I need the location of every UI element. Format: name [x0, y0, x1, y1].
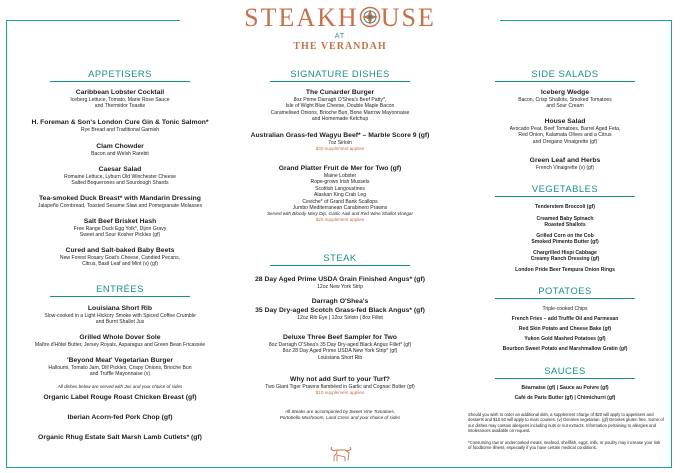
brand-at: AT: [334, 33, 346, 40]
allergen-note: Should you wish to order an additional dish, a supplement charge of $20 will apply to appetisers and desserts and $10.50 will apply to main courses. (v) Denotes vegetarian. (gf) Denotes gluten free. Some of our dishes may contain allergens including nuts or nut extracts. Information pertaining to allergies and intolerances available on request.: [468, 412, 664, 433]
menu-item: French Fries – add Truffle Oil and Parmesan: [511, 316, 619, 322]
menu-item: Louisiana Short Rib Slow-cooked in a Light Hickory Smoke with Spiced Coffee Crumble and Burnt Shallot Jus: [20, 304, 220, 326]
menu-item: Béarnaise (gf) | Sauce au Poivre (gf): [521, 385, 609, 391]
menu-item: Grilled Corn on the Cob Smoked Pimento Butter (gf): [531, 233, 599, 246]
menu-item: [20, 393, 220, 402]
menu-item: The Cunarder Burger 8oz Prime Darragh O'Shea's Beef Patty*, Isle of Wight Blue Cheese, Double Maple Bacon Caramelised Onions, Brioche Bun, Bone Marrow Mayonnaise and Homemade Ketchup: [240, 88, 440, 123]
menu-item: Tea-smoked Duck Breast* with Mandarin Dressing Jalapeño Cornbread, Toasted Sesame Slaw and Pomegranate Molasses: [20, 194, 220, 209]
menu-item: Bourbon Sweet Potato and Marshmallow Gratin (gf): [502, 346, 628, 352]
menu-item: 'Beyond Meat' Vegetarian Burger Halloumi, Tomato Jam, Dill Pickles, Crispy Onions, Brioche Bun and Truffle Mayonnaise (v): [20, 356, 220, 378]
steak-footer: All Steaks are accompanied by Sweet Vine Tomatoes, Portobello Mushroom, Land Cress and your choice of sides: [279, 409, 401, 420]
column-middle: [240, 0, 440, 473]
menu-item: London Pride Beer Tempura Onion Rings: [515, 267, 615, 273]
menu-item: Tenderstem Broccoli (gf): [535, 204, 595, 210]
menu-item: Creamed Baby Spinach Roasted Shallots: [536, 216, 594, 229]
menu-item: Chargrilled Hispi Cabbage Creamy Ranch Dressing (gf): [530, 250, 600, 263]
entrees-note: All dishes below are served with Jus and your choice of sides: [57, 384, 183, 389]
menu-item: Iceberg Wedge Bacon, Crisp Shallots, Smoked Tomatoes and Sour Cream: [470, 88, 660, 110]
menu-item: Cured and Salt-baked Baby Beets New Forest Rosary Goat's Cheese, Candied Pecans, Citrus, Basil Leaf and Mint (v) (gf): [20, 246, 220, 268]
menu-item: [20, 413, 220, 422]
item-name: Iberian Acorn-fed Pork Chop (gf): [67, 414, 173, 421]
item-name: Deluxe Three Beef Sampler for Two: [283, 334, 397, 341]
item-name: Caesar Salad: [98, 166, 142, 173]
menu-item: Triple-cooked Chips: [542, 306, 588, 312]
menu-item: [20, 433, 220, 442]
menu-item: Why not add Surf to your Turf? Two Giant Tiger Prawns flambéed in Garlic and Cognac Butter (gf) $10 supplement applies: [240, 375, 440, 396]
supplement-note: $30 supplement applies: [315, 146, 365, 152]
menu-item: Caribbean Lobster Cocktail Iceberg Lettuce, Tomato, Marie Rose Sauce and Thermidor Toastie: [20, 88, 220, 110]
menu-item: Darragh O'Shea's 35 Day Dry-aged Scotch Grass-fed Black Angus* (gf) 12oz Rib Eye | 12oz Sirloin | 8oz Fillet: [240, 297, 440, 321]
bull-icon: [328, 443, 354, 463]
item-name: House Salad: [544, 118, 586, 125]
supplement-note: $10 supplement applies: [315, 390, 365, 396]
supplement-note: $20 supplement applies: [315, 217, 365, 223]
menu-item: Grand Platter Fruit de Mer for Two (gf) Maine Lobster Rope-grown Irish Mussels Scottish Langoustines Alaskan King Crab Leg Ceviche* of Grand Bank Scallops Jumbo Mediterranean Carabinero Prawns Served with Bloody Mary Dip, Garlic Aioli and Red Wine Shallot Vinegar $20 supplement applies: [240, 164, 440, 223]
item-name: 28 Day Aged Prime USDA Grain Finished Angus* (gf): [255, 276, 425, 283]
brand-title: STEAKH USE: [244, 3, 436, 32]
item-name: 'Beyond Meat' Vegetarian Burger: [67, 357, 173, 364]
section-title-potatoes: POTATOES: [470, 285, 660, 299]
item-name: Organic Rhug Estate Salt Marsh Lamb Cutlets* (gf): [38, 434, 202, 441]
raw-food-warning: *Consuming raw or undercooked meats, seafood, shellfish, eggs, milk, or poultry may increase your risk of foodborne illness, especially if you have certain medical conditions.: [468, 440, 661, 451]
menu-item: Café de Paris Butter (gf) | Chimichurri (gf): [514, 395, 616, 401]
item-name: The Cunarder Burger: [305, 89, 375, 96]
column-left: [20, 0, 220, 473]
menu-item: House Salad Avocado Pear, Beef Tomatoes, Barrel Aged Feta, Red Onion, Kalamata Olives and a Citrus and Oregano Vinaigrette (gf): [470, 117, 660, 145]
item-name: Organic Label Rouge Roast Chicken Breast (gf): [43, 394, 197, 401]
menu-item: Red Skin Potato and Cheese Bake (gf): [518, 326, 612, 332]
section-title-signature: SIGNATURE DISHES: [240, 68, 440, 82]
item-name: Salt Beef Brisket Hash: [83, 218, 157, 225]
section-title-side-salads: SIDE SALADS: [470, 68, 660, 82]
section-title-sauces: SAUCES: [470, 365, 660, 379]
menu-item: 28 Day Aged Prime USDA Grain Finished Angus* (gf) 12oz New York Strip: [240, 275, 440, 290]
menu-item: Australian Grass-fed Wagyu Beef* – Marble Score 9 (gf) 7oz Sirloin $30 supplement applies: [240, 131, 440, 152]
item-name: Cured and Salt-baked Baby Beets: [65, 247, 175, 254]
item-name: Iceberg Wedge: [540, 89, 590, 96]
section-title-entrees: ENTRÉES: [20, 283, 220, 297]
item-name: Louisiana Short Rib: [87, 305, 153, 312]
item-name: H. Foreman & Son's London Cure Gin & Tonic Salmon*: [31, 119, 209, 126]
item-name: Grilled Whole Dover Sole: [79, 334, 161, 341]
section-title-vegetables: VEGETABLES: [470, 183, 660, 197]
item-name: Darragh O'Shea's: [311, 298, 369, 305]
section-title-appetisers: APPETISERS: [20, 68, 220, 82]
item-name: Caribbean Lobster Cocktail: [75, 89, 165, 96]
menu-item: Clam Chowder Bacon and Welsh Rarebit: [20, 142, 220, 157]
menu-item: Deluxe Three Beef Sampler for Two 8oz Darragh O'Shea's 35 Day Dry-aged Black Angus Fillet* (gf) 8oz 28 Day Aged Prime USDA New York Strip* (gf) Louisiana Short Rib: [240, 333, 440, 361]
menu-item: H. Foreman & Son's London Cure Gin & Tonic Salmon* Rye Bread and Traditional Garnish: [20, 118, 220, 133]
item-name: Clam Chowder: [96, 143, 144, 150]
item-name: Why not add Surf to your Turf?: [290, 376, 390, 383]
menu-item: Caesar Salad Romaine Lettuce, Lyburn Old Winchester Cheese Salted Boquerones and Sourdough Shards: [20, 165, 220, 187]
item-name: Grand Platter Fruit de Mer for Two (gf): [278, 165, 402, 172]
menu-item: Green Leaf and Herbs French Vinaigrette (v) (gf): [470, 156, 660, 171]
menu-item: Salt Beef Brisket Hash Free Range Duck Egg Yolk*, Dijon Gravy Sweet and Sour Kosher Pickles (gf): [20, 217, 220, 239]
section-title-steak: STEAK: [240, 252, 440, 266]
brand-venue: THE VERANDAH: [293, 41, 387, 52]
item-name: Green Leaf and Herbs: [529, 157, 601, 164]
menu-item: Yukon Gold Mashed Potatoes (gf): [524, 336, 606, 342]
item-name: Australian Grass-fed Wagyu Beef* – Marble Score 9 (gf): [250, 132, 430, 139]
menu-item: Grilled Whole Dover Sole Maître d'Hôtel Butter, Jersey Royals, Asparagus and Green Bean Fricassée: [20, 333, 220, 348]
item-name: Tea-smoked Duck Breast* with Mandarin Dressing: [39, 195, 201, 202]
column-right: [470, 0, 660, 473]
